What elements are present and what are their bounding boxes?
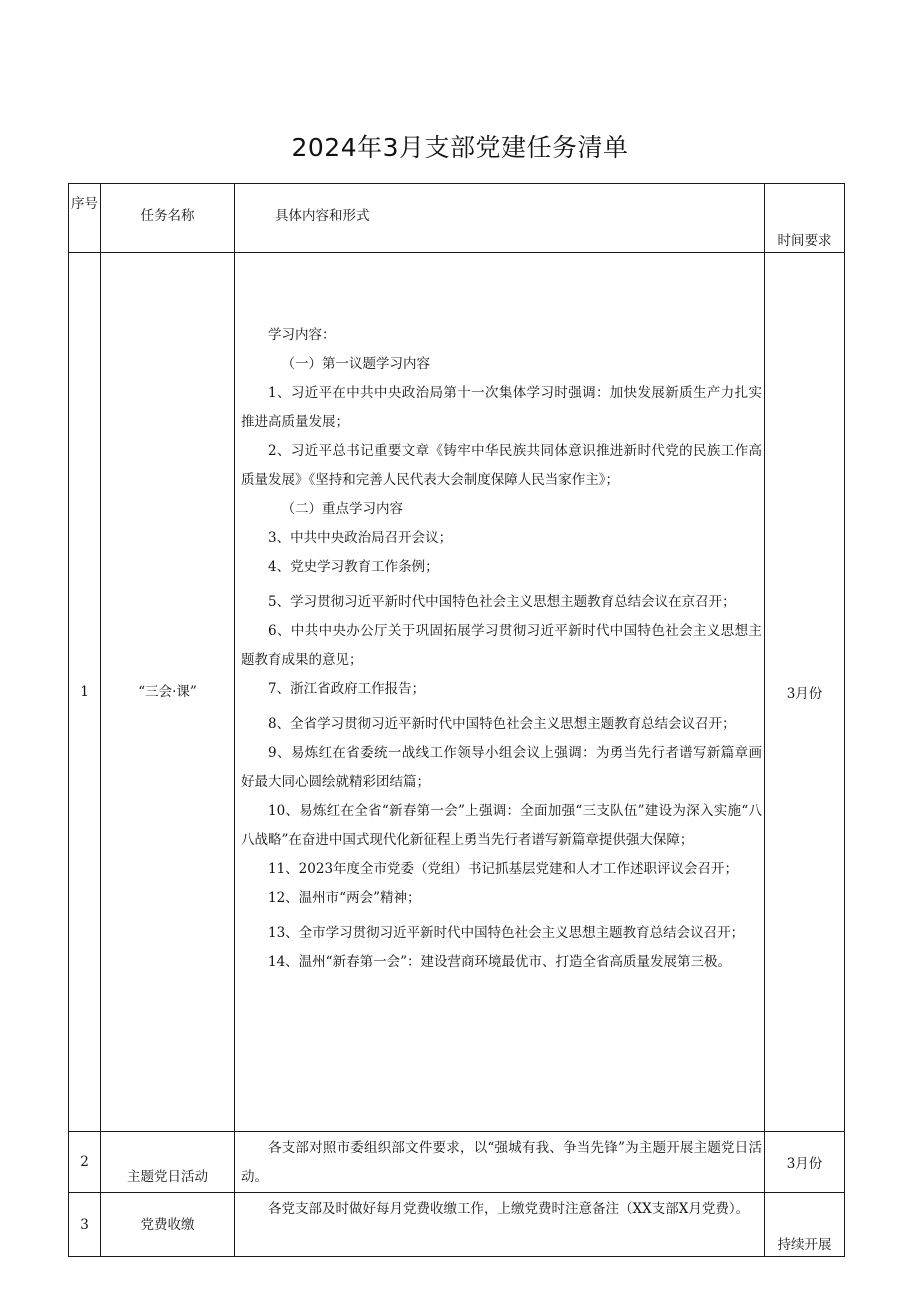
row-seq: 1 [69, 253, 101, 1132]
row-time: 3月份 [765, 253, 845, 1132]
content-line: 7、浙江省政府工作报告； [268, 681, 426, 697]
row-content [235, 1132, 765, 1193]
content-line: 11、2023年度全市党委（党组）书记抓基层党建和人才工作述职评议会召开； [268, 861, 739, 877]
content-line: 14、温州“新春第一会”：建设营商环境最优市、打造全省高质量发展第三极。 [268, 954, 731, 970]
row-seq: 3 [69, 1193, 101, 1257]
content-line: 3、中共中央政治局召开会议； [268, 530, 453, 546]
row-task-name: “三会·课” [101, 253, 235, 1132]
task-table [68, 183, 845, 1257]
header-content: 具体内容和形式 [235, 184, 765, 253]
content-line: （二）重点学习内容 [281, 501, 403, 517]
content-line: 各党支部及时做好每月党费收缴工作，上缴党费时注意备注（XX支部X月党费）。 [268, 1201, 750, 1217]
content-line: 12、温州市“两会”精神； [268, 890, 421, 906]
row-time: 持续开展 [765, 1193, 845, 1257]
row-content [235, 253, 765, 1132]
content-line: 1、习近平在中共中央政治局第十一次集体学习时强调：加快发展新质生产力扎实推进高质量发展； [241, 385, 762, 430]
header-seq: 序号 [69, 184, 101, 253]
content-line: 6、中共中央办公厅关于巩固拓展学习贯彻习近平新时代中国特色社会主义思想主题教育成果的意见； [241, 623, 762, 668]
content-line: 学习内容： [268, 327, 336, 343]
header-task-name: 任务名称 [101, 184, 235, 253]
table-row [69, 253, 845, 1132]
content-line: 4、党史学习教育工作条例； [268, 559, 439, 575]
header-time: 时间要求 [765, 184, 845, 253]
content-line: 2、习近平总书记重要文章《铸牢中华民族共同体意识推进新时代党的民族工作高质量发展》《坚持和完善人民代表大会制度保障人民当家作主》； [241, 443, 762, 488]
content-line: 各支部对照市委组织部文件要求，以“强城有我、争当先锋”为主题开展主题党日活动。 [241, 1140, 762, 1185]
table-row [69, 1193, 845, 1257]
row-seq: 2 [69, 1132, 101, 1193]
content-line: 9、易炼红在省委统一战线工作领导小组会议上强调：为勇当先行者谱写新篇章画好最大同心圆绘就精彩团结篇； [241, 745, 762, 790]
row-content [235, 1193, 765, 1257]
content-line: 13、全市学习贯彻习近平新时代中国特色社会主义思想主题教育总结会议召开； [268, 925, 745, 941]
row-task-name: 党费收缴 [101, 1193, 235, 1257]
content-line: （一）第一议题学习内容 [281, 356, 430, 372]
row-time: 3月份 [765, 1132, 845, 1193]
table-header-row [69, 184, 845, 253]
content-line: 8、全省学习贯彻习近平新时代中国特色社会主义思想主题教育总结会议召开； [268, 716, 736, 732]
table-row [69, 1132, 845, 1193]
content-line: 10、易炼红在全省“新春第一会”上强调：全面加强“三支队伍”建设为深入实施“八八战略”在奋进中国式现代化新征程上勇当先行者谱写新篇章提供强大保障； [241, 803, 762, 848]
row-task-name: 主题党日活动 [101, 1132, 235, 1193]
content-line: 5、学习贯彻习近平新时代中国特色社会主义思想主题教育总结会议在京召开； [268, 594, 736, 610]
page-title: 2024年3月支部党建任务清单 [291, 133, 629, 162]
